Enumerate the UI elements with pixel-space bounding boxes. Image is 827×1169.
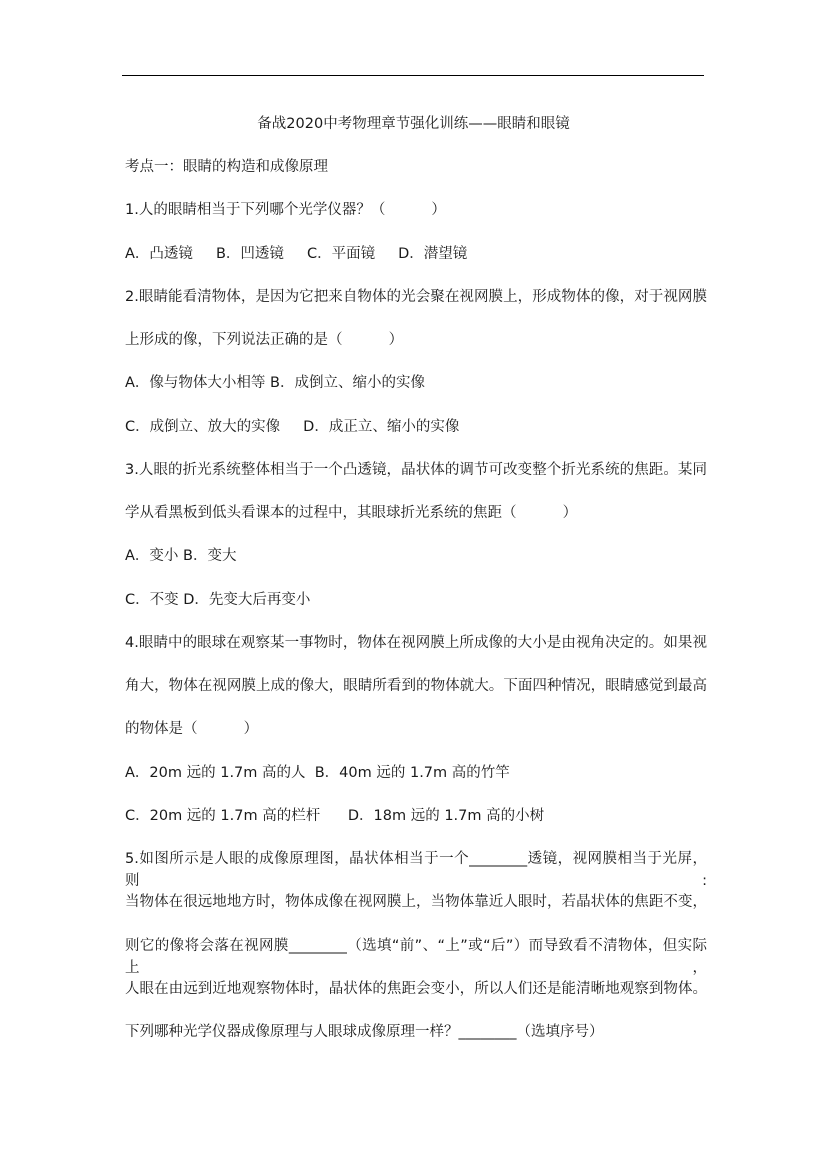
page-title: 备战2020中考物理章节强化训练——眼睛和眼镜 (257, 116, 570, 132)
question-2-stem-line-1: 2.眼睛能看清物体，是因为它把来自物体的光会聚在视网膜上，形成物体的像，对于视网膜 (125, 289, 707, 305)
question-4-options-line-1: A．20m 远的 1.7m 高的人 B．40m 远的 1.7m 高的竹竿 (125, 765, 510, 781)
header-rule (122, 75, 704, 76)
question-4-stem-line-2: 角大，物体在视网膜上成的像大，眼睛所看到的物体就大。下面四种情况，眼睛感觉到最高 (125, 678, 707, 694)
question-5-stem-line-1: 5.如图所示是人眼的成像原理图，晶状体相当于一个________透镜，视网膜相当于光屏，则: (125, 851, 707, 889)
question-2-options-line-1: A．像与物体大小相等 B．成倒立、缩小的实像 (125, 375, 425, 391)
question-3-stem-line-2: 学从看黑板到低头看课本的过程中，其眼球折光系统的焦距（ ） (125, 505, 578, 521)
question-3-options-line-2: C．不变 D．先变大后再变小 (125, 592, 311, 608)
question-5-stem-line-4: 人眼在由远到近地观察物体时，晶状体的焦距会变小，所以人们还是能清晰地观察到物体。 (125, 981, 707, 997)
question-5-stem-line-3: 则它的像将会落在视网膜________（选填“前”、“上”或“后”）而导致看不清物体，但实际上， (125, 938, 707, 976)
question-4-options-line-2: C．20m 远的 1.7m 高的栏杆 D．18m 远的 1.7m 高的小树 (125, 808, 545, 824)
question-1-options: A．凸透镜 B．凹透镜 C．平面镜 D．潜望镜 (125, 246, 468, 262)
section-heading: 考点一：眼睛的构造和成像原理 (125, 159, 328, 175)
question-2-options-line-2: C．成倒立、放大的实像 D．成正立、缩小的实像 (125, 419, 460, 435)
question-5-stem-line-2: 当物体在很远地地方时，物体成像在视网膜上，当物体靠近人眼时，若晶状体的焦距不变， (125, 894, 707, 910)
question-3-stem-line-1: 3.人眼的折光系统整体相当于一个凸透镜，晶状体的调节可改变整个折光系统的焦距。某同 (125, 462, 707, 478)
question-1-stem: 1.人的眼睛相当于下列哪个光学仪器？（ ） (125, 202, 446, 218)
question-3-options-line-1: A．变小 B．变大 (125, 548, 237, 564)
question-4-stem-line-3: 的物体是（ ） (125, 721, 259, 737)
question-4-stem-line-1: 4.眼睛中的眼球在观察某一事物时，物体在视网膜上所成像的大小是由视角决定的。如果视 (125, 635, 707, 651)
question-5-stem-line-5: 下列哪种光学仪器成像原理与人眼球成像原理一样？________（选填序号） (125, 1024, 604, 1040)
question-2-stem-line-2: 上形成的像，下列说法正确的是（ ） (125, 332, 404, 348)
